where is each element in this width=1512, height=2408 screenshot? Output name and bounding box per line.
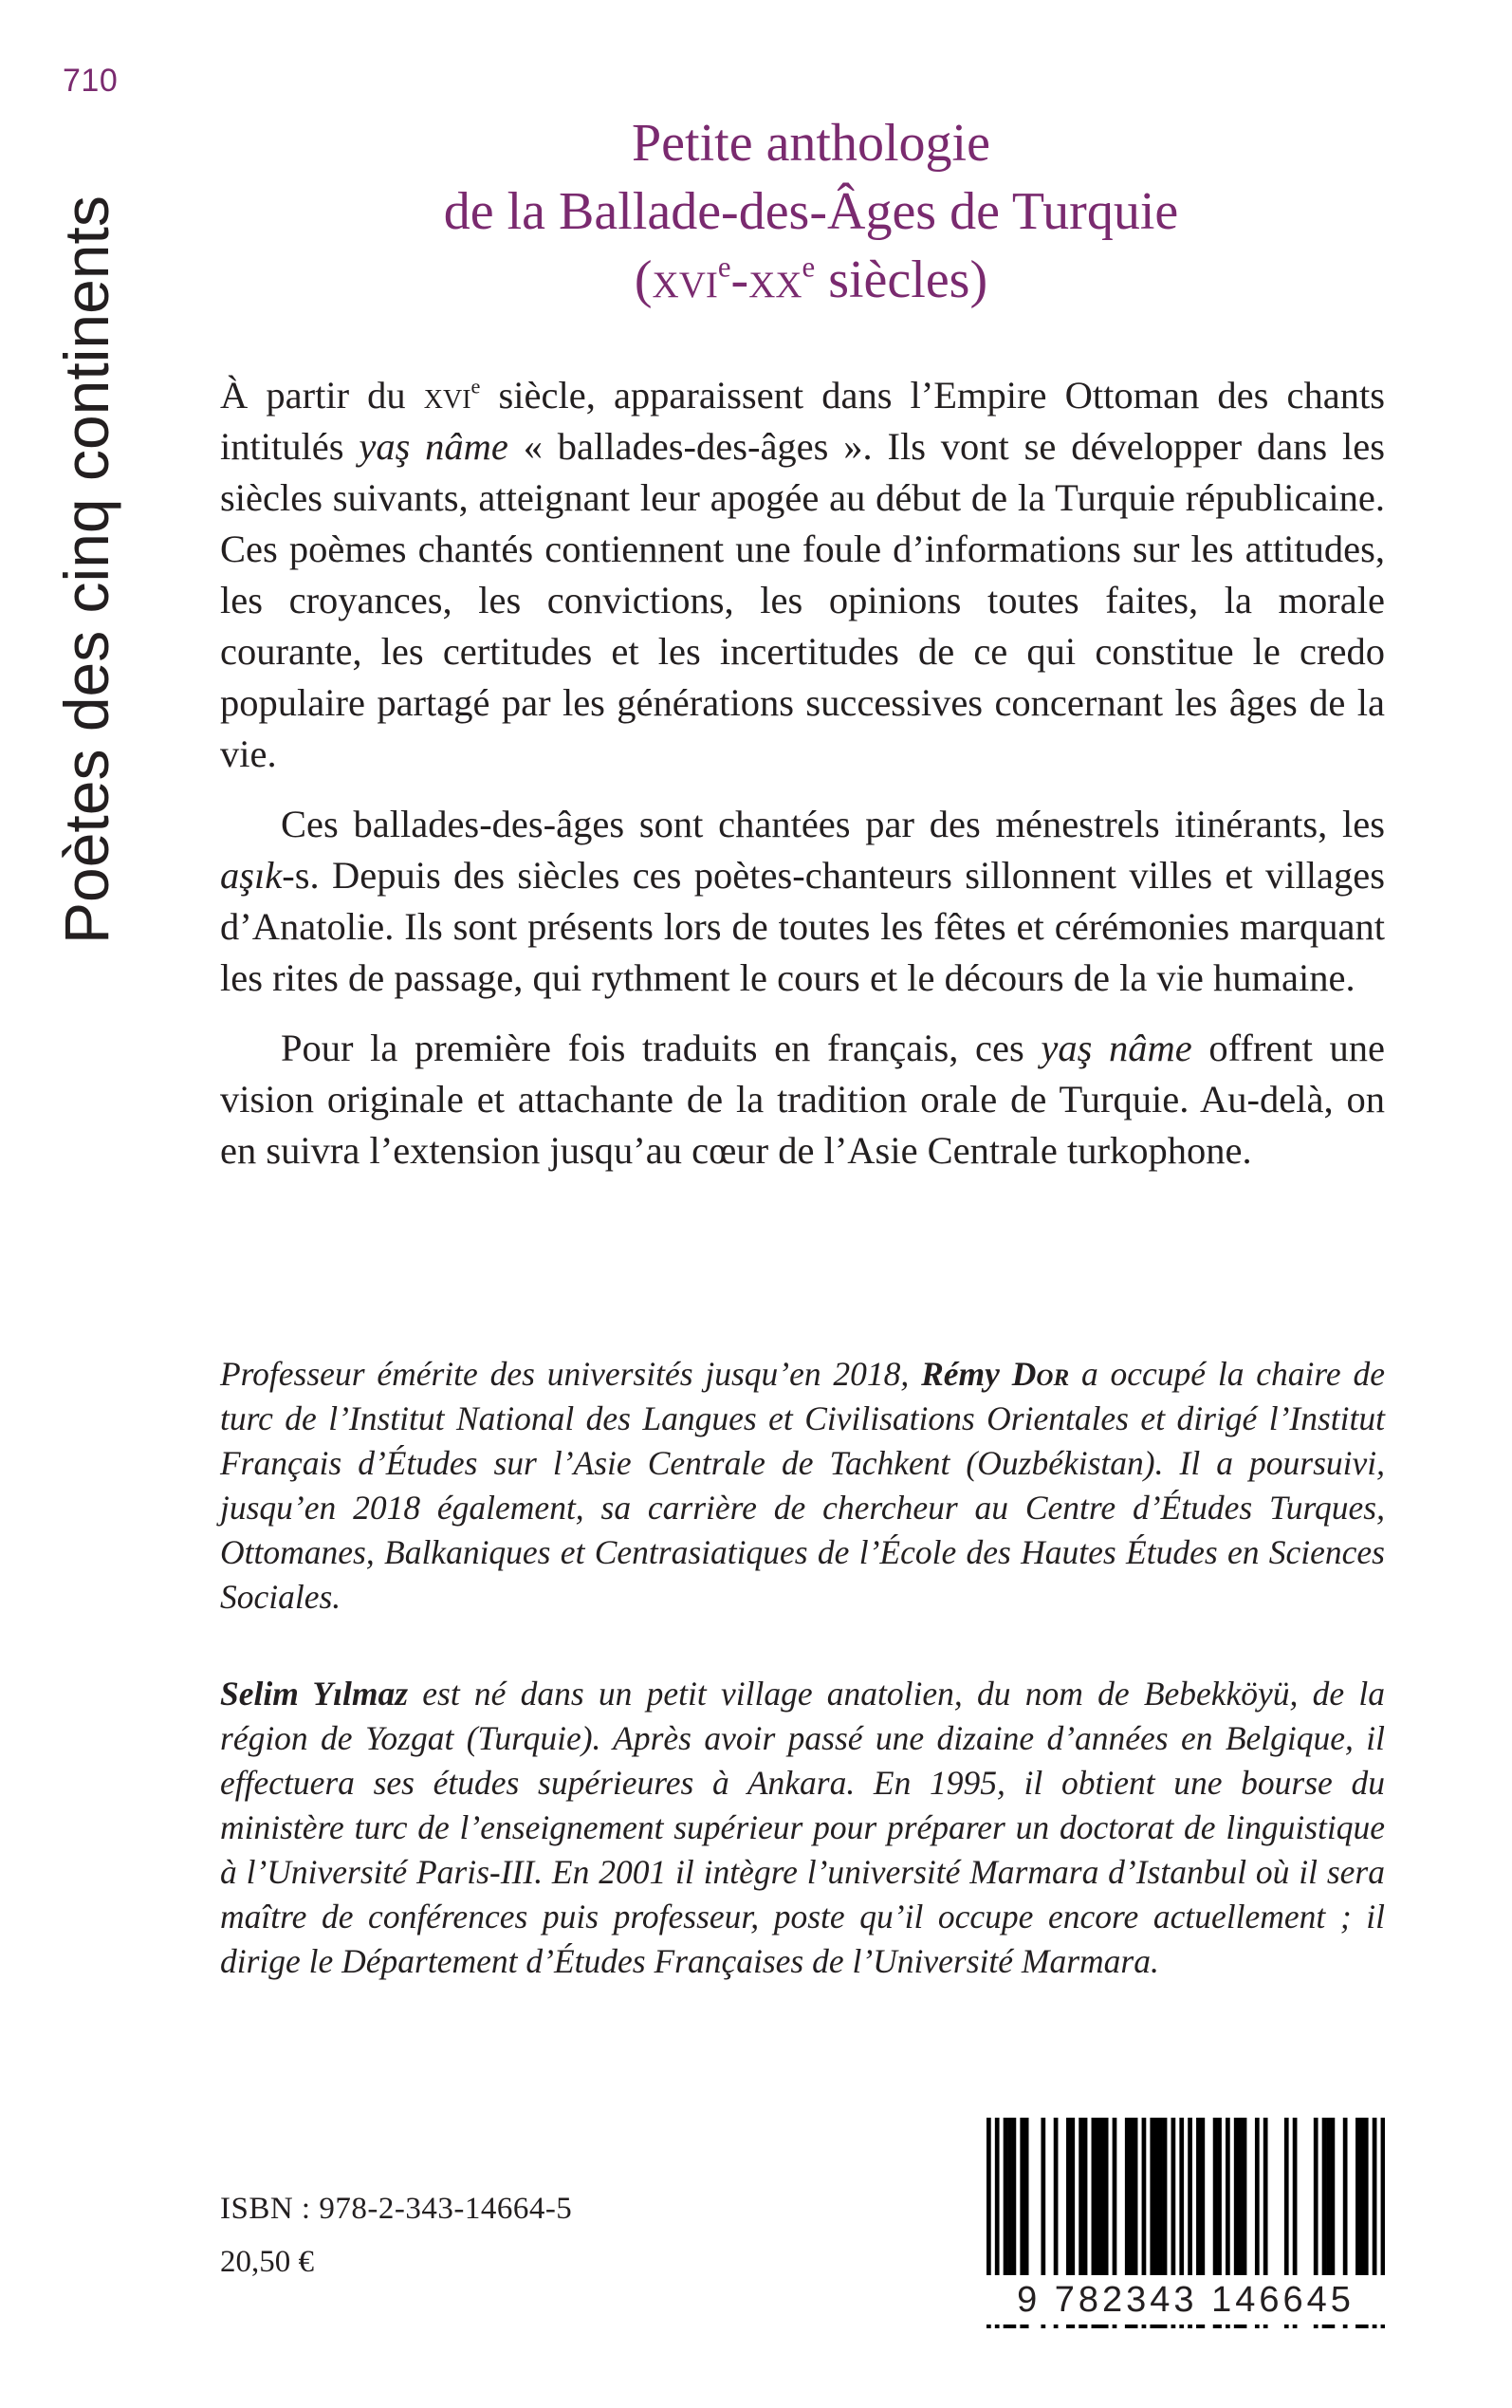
text-run: offrent une vision originale et attachante de la tradition orale de Turquie. Au-delà, on en suivra l’extension jusqu’au cœur de l’Asie Centrale turkophone. (220, 1027, 1385, 1172)
text-run: Pour la première fois traduits en français, ces (281, 1027, 1042, 1069)
text-run: siècle, apparaissent dans l’Empire Ottoman des chants intitulés (220, 374, 1385, 468)
title-dash: - (730, 250, 749, 309)
title-line-3 (237, 246, 1385, 314)
text-run: est né dans un petit village anatolien, du nom de Bebekköyü, de la région de Yozgat (Turquie). Après avoir passé une dizaine d’années en Belgique, il effectuera ses études supérieures à Ankara. En 1995, il obtient une bourse du ministère turc de l’enseignement supérieur pour préparer un doctorat de linguistique à l’Université Paris-III. En 2001 il intègre l’université Marmara d’Istanbul où il sera maître de conférences puis professeur, poste qu’il occupe encore actuellement ; il dirige le Département d’Études Françaises de l’Université Marmara. (220, 1675, 1385, 1980)
author-first-name: Rémy (921, 1355, 1012, 1393)
century-numeral: xvi (423, 374, 471, 417)
author-bio (220, 1352, 1385, 1620)
barcode-digits: 9 782343 146645 (986, 2275, 1385, 2325)
author-last-name: Dor (1011, 1355, 1070, 1393)
text-run: « ballades-des-âges ». Ils vont se développer dans les siècles suivants, atteignant leur apogée au début de la Turquie républicaine. Ces poèmes chantés contiennent une foule d’informations sur les attitudes, les croyances, les convictions, les opinions toutes faites, la morale courante, les certitudes et les incertitudes de ce qui constitue le credo populaire partagé par les générations successives concernant les âges de la vie. (220, 425, 1386, 775)
title-sup-1: e (717, 250, 731, 284)
text-run: Ces ballades-des-âges sont chantées par des ménestrels itinérants, les (281, 803, 1385, 845)
description (220, 370, 1385, 1195)
author-name (921, 1355, 1069, 1393)
translator-bio (220, 1672, 1385, 1984)
translator-name: Selim Yılmaz (220, 1675, 409, 1713)
superscript: e (470, 374, 481, 398)
description-paragraph-1 (220, 370, 1385, 780)
text-run: a occupé la chaire de turc de l’Institut National des Langues et Civilisations Orientales et dirigé l’Institut Français d’Études sur l’Asie Centrale de Tachkent (Ouzbékistan). Il a poursuivi, jusqu’en 2018 également, sa carrière de chercheur au Centre d’Études Turques, Ottomanes, Balkaniques et Centrasiatiques de l’École des Hautes Études en Sciences Sociales. (220, 1355, 1385, 1616)
title-rest: siècles) (815, 250, 988, 309)
book-title (237, 109, 1385, 314)
description-paragraph-3 (220, 1023, 1385, 1176)
text-run: -s. Depuis des siècles ces poètes-chanteurs sillonnent villes et villages d’Anatolie. Ils sont présents lors de toutes les fêtes et cérémonies marquant les rites de passage, qui rythment le cours et le décours de la vie humaine. (220, 854, 1385, 999)
description-paragraph-2 (220, 799, 1385, 1004)
title-sup-2: e (802, 250, 816, 284)
isbn: ISBN : 978-2-343-14664-5 (220, 2192, 573, 2226)
price: 20,50 € (220, 2245, 314, 2279)
term-italic: yaş nâme (359, 425, 508, 468)
title-paren: ( (634, 250, 653, 309)
title-line-1: Petite anthologie (632, 114, 990, 173)
text-run: À partir du (220, 374, 424, 417)
title-line-2: de la Ballade-des-Âges de Turquie (443, 182, 1179, 241)
translator-bio-paragraph (220, 1672, 1385, 1984)
term-italic: aşık (220, 854, 283, 897)
term-italic: yaş nâme (1041, 1027, 1192, 1069)
series-name: Poètes des cinq continents (51, 195, 121, 944)
title-century-2: xx (748, 250, 802, 309)
title-century-1: xvi (652, 250, 718, 309)
text-run: Professeur émérite des universités jusqu’en 2018, (220, 1355, 922, 1393)
author-bio-paragraph (220, 1352, 1385, 1620)
series-number: 710 (63, 63, 119, 99)
